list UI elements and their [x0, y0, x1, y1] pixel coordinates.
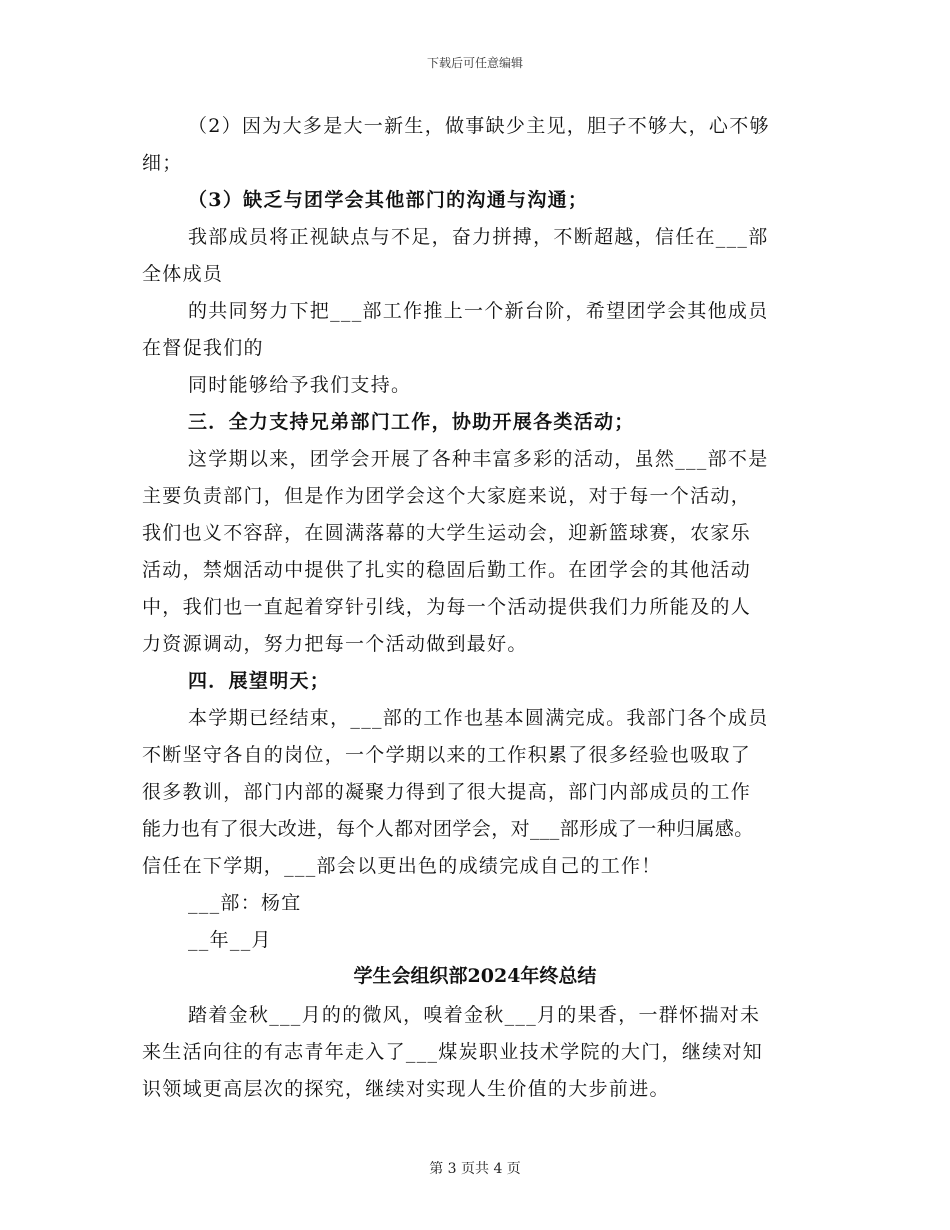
text-line: 细；	[142, 152, 183, 174]
text-line: 同时能够给予我们支持。	[188, 374, 412, 396]
text-line: 本学期已经结束，___部的工作也基本圆满完成。我部门各个成员	[188, 707, 769, 729]
text-line: 中，我们也一直起着穿针引线，为每一个活动提供我们力所能及的人	[142, 596, 752, 618]
signature-line: ___部：杨宜	[188, 892, 302, 914]
text-line: 这学期以来，团学会开展了各种丰富多彩的活动，虽然___部不是	[188, 448, 769, 470]
section-heading: 四．展望明天；	[188, 670, 331, 692]
text-line: 不断坚守各自的岗位，一个学期以来的工作积累了很多经验也吸取了	[142, 744, 752, 766]
text-line: 很多教训，部门内部的凝聚力得到了很大提高，部门内部成员的工作	[142, 781, 752, 803]
bold-text-line: （3）缺乏与团学会其他部门的沟通与沟通；	[188, 189, 589, 211]
text-line: 在督促我们的	[142, 337, 264, 359]
text-line: 的共同努力下把___部工作推上一个新台阶，希望团学会其他成员	[188, 300, 769, 322]
text-line: （2）因为大多是大一新生，做事缺少主见，胆子不够大，心不够	[188, 115, 770, 137]
date-line: __年__月	[188, 929, 272, 951]
text-line: 我部成员将正视缺点与不足，奋力拼搏，不断超越，信任在___部	[188, 226, 769, 248]
text-line: 信任在下学期，___部会以更出色的成绩完成自己的工作！	[142, 855, 662, 877]
text-line: 主要负责部门，但是作为团学会这个大家庭来说，对于每一个活动，	[142, 485, 752, 507]
text-line: 活动，禁烟活动中提供了扎实的稳固后勤工作。在团学会的其他活动	[142, 559, 752, 581]
text-line: 力资源调动，努力把每一个活动做到最好。	[142, 633, 528, 655]
text-line: 识领域更高层次的探究，继续对实现人生价值的大步前进。	[142, 1078, 670, 1100]
text-line: 踏着金秋___月的的微风，嗅着金秋___月的果香，一群怀揣对未	[188, 1004, 761, 1026]
text-line: 我们也义不容辞，在圆满落幕的大学生运动会，迎新篮球赛，农家乐	[142, 522, 752, 544]
text-line: 能力也有了很大改进，每个人都对团学会，对___部形成了一种归属感。	[142, 818, 754, 840]
text-line: 来生活向往的有志青年走入了___煤炭职业技术学院的大门，继续对知	[142, 1041, 764, 1063]
text-line: 全体成员	[142, 263, 224, 285]
article-title: 学生会组织部2024年终总结	[353, 965, 597, 987]
page-footer: 第 3 页共 4 页	[429, 1161, 521, 1177]
page-header: 下载后可任意编辑	[426, 56, 523, 70]
section-heading: 三．全力支持兄弟部门工作，协助开展各类活动；	[188, 411, 635, 433]
